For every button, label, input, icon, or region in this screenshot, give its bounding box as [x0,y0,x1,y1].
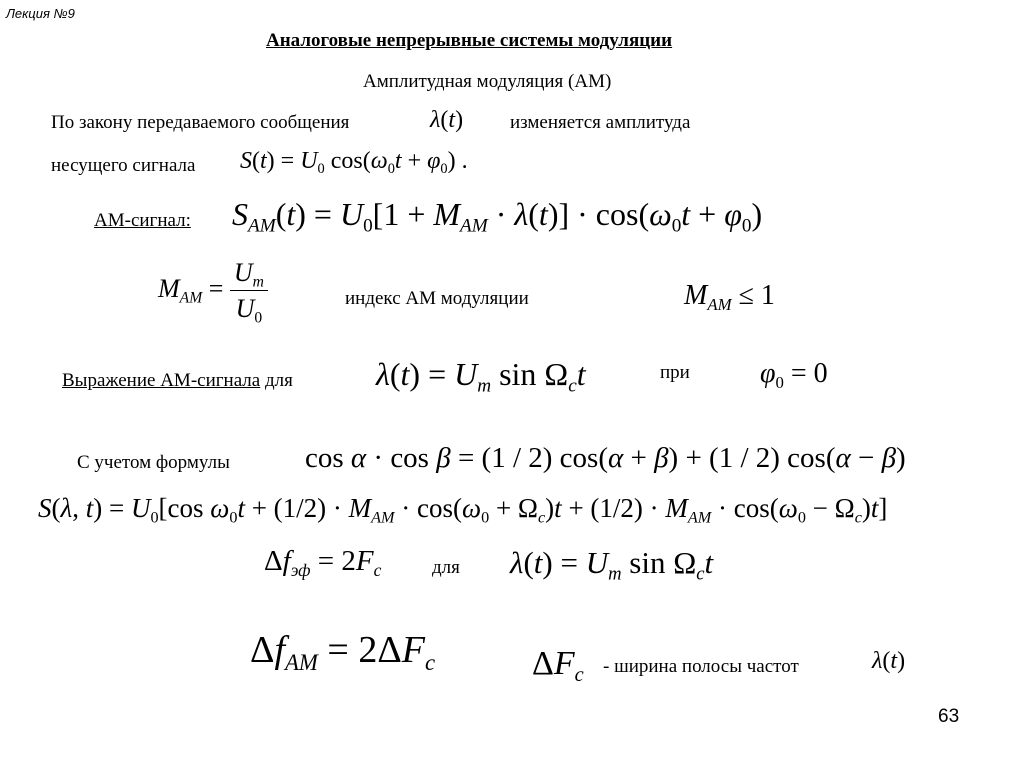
at-label: при [660,362,690,383]
message-formula: $\lambda(t) = U_m$ $\sin \Omega_ct$ [376,356,586,397]
expanded-am-formula: S(λ, $t) = U_0[\cos$ $\omega_0t + (1/2) \cdot M_{AM} \cdot \cos(\omega_0 + \Omega_c)t + (1/2) \cdot M_{AM} \cdot \cos(\omega_0 - \Omega_c)t$] [38,493,888,527]
slide-title: Аналоговые непрерывные системы модуляции [266,30,673,51]
modulation-index-formula: $M_{AM}$ = $\frac{U_m}{U_0}$ [158,258,268,324]
law-suffix-text: изменяется амплитуда [510,112,691,133]
for-label: для [432,557,460,578]
lambda-t-formula: λ(t) [430,107,464,133]
page-number: 63 [938,706,960,727]
product-to-sum-formula: cos α · cos β = (1 / 2) cos(α + β) + (1 / 2) cos(α − β) [305,442,906,474]
effective-bandwidth-formula: $\Delta f_{эф} = 2F_c$ [264,545,382,581]
message-formula-2: $\lambda(t) = U_m$ $\sin \Omega_ct$ [510,545,714,585]
expression-for-label: для [264,370,293,391]
expression-label-row [62,370,293,392]
phase-zero-formula: $\varphi_0 = 0$ [760,358,828,392]
law-prefix-text: По закону передаваемого сообщения [51,112,350,133]
delta-fc-symbol: $\Delta F_c$ [532,645,584,687]
formula-label: С учетом формулы [77,452,230,473]
slide-subtitle: Амплитудная модуляция (АМ) [363,71,612,92]
lambda-t-formula-2: λ(t) [872,648,906,674]
bandwidth-label: - ширина полосы частот [603,656,799,677]
carrier-label: несущего сигнала [51,155,196,176]
lecture-label: Лекция №9 [6,6,75,21]
am-signal-formula: $S_{AM}(t) = U_0[1 + M_{AM} \cdot \lambda(t)] \cdot \cos(\omega_0t + \varphi_0)$ [232,196,763,237]
am-signal-label: АМ-сигнал: [94,210,191,231]
carrier-formula: $S(t) = U_0$ $\cos(\omega_0t + \varphi_0)$ . [240,148,468,178]
index-limit-formula: $M_{AM} \le 1$ [684,280,775,314]
am-bandwidth-formula: $\Delta f_{AM} = 2\Delta F_c$ [250,629,436,675]
expression-label: Выражение АМ-сигнала [62,370,261,391]
index-label: индекс АМ модуляции [345,288,529,309]
